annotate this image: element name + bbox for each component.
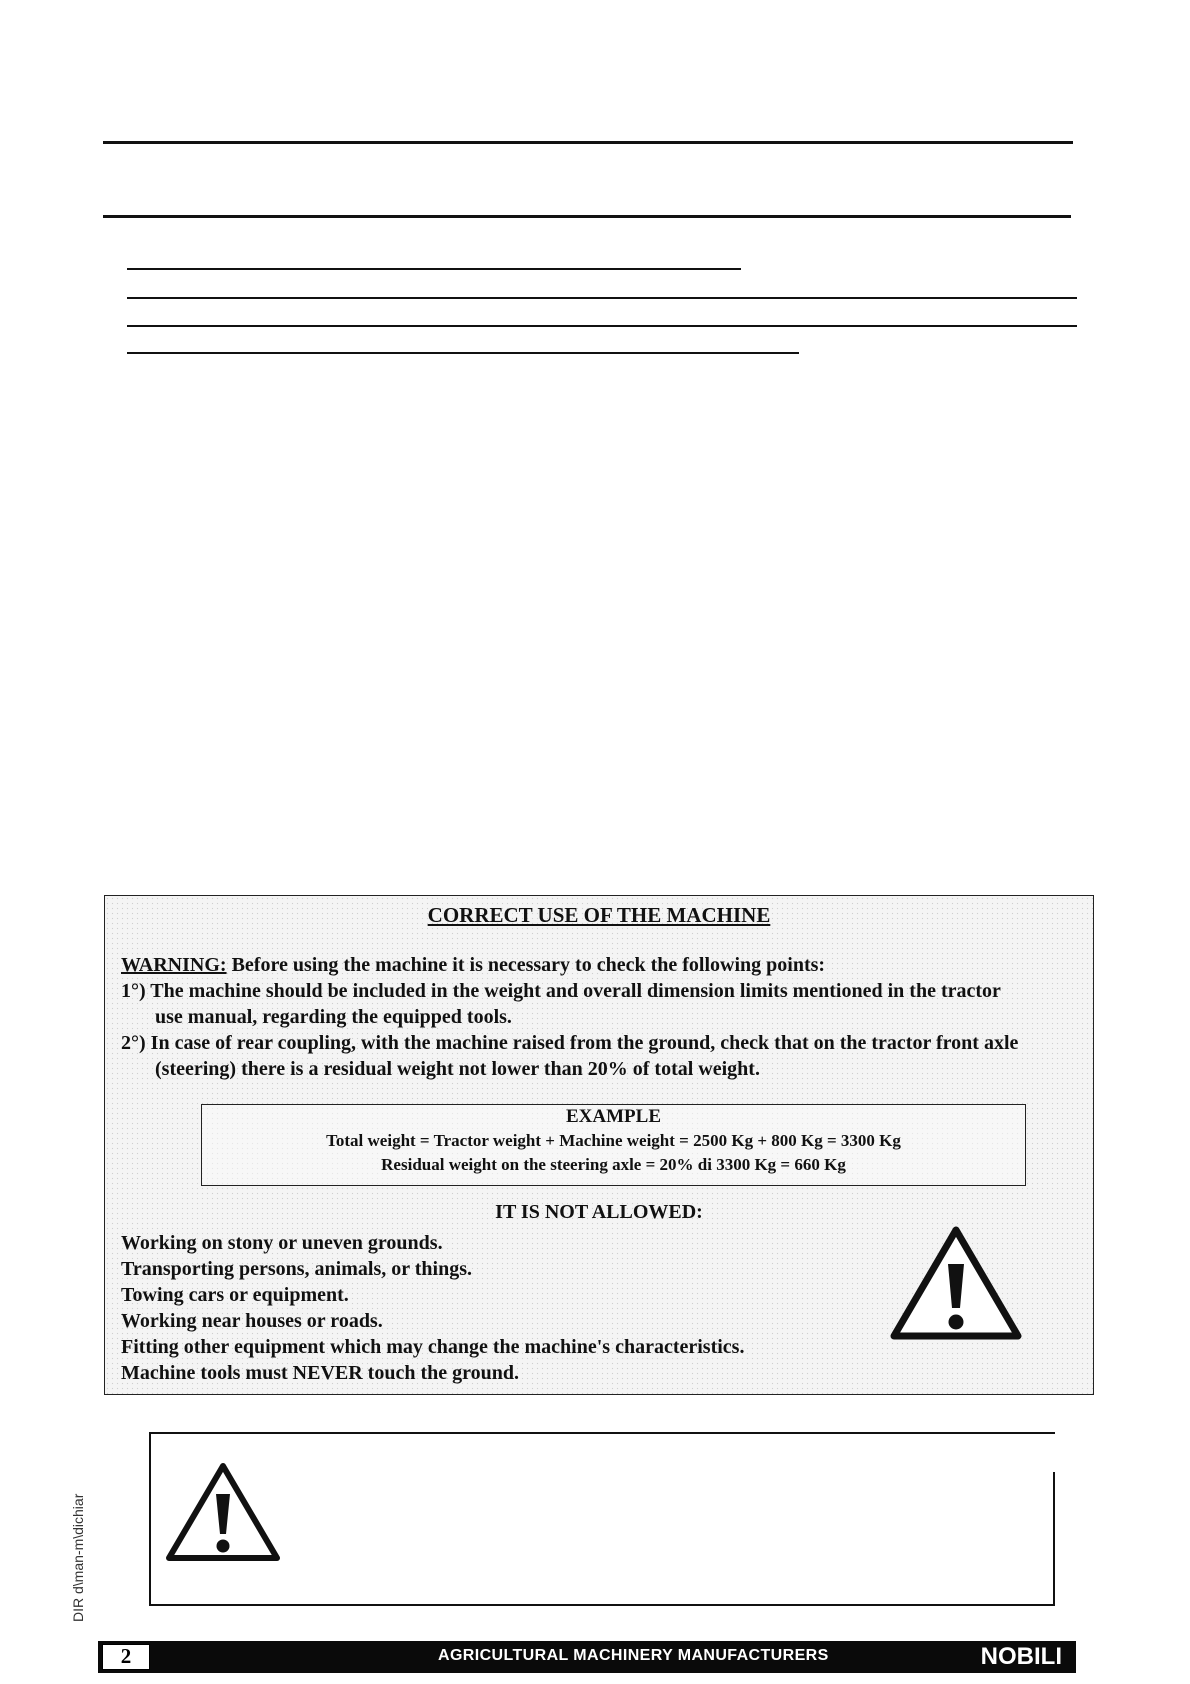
top-rule-2: [103, 215, 1071, 218]
warning-triangle-icon: [163, 1460, 283, 1566]
side-margin-text: DIR d\man-m\dichiar: [70, 1493, 86, 1622]
point-1-line-2: use manual, regarding the equipped tools.: [155, 1006, 512, 1028]
example-box: [201, 1104, 1026, 1186]
list-item: Towing cars or equipment.: [121, 1284, 349, 1306]
warning-text: Before using the machine it is necessary to check the following points:: [226, 954, 826, 976]
page-number: 2: [102, 1644, 150, 1670]
list-item: Working near houses or roads.: [121, 1310, 383, 1332]
point-1-line-1: 1°) The machine should be included in the weight and overall dimension limits mentioned in the tractor: [121, 980, 1001, 1002]
box-right-border: [1053, 1472, 1055, 1606]
list-item: Working on stony or uneven grounds.: [121, 1232, 443, 1254]
example-line-2: Residual weight on the steering axle = 20% di 3300 Kg = 660 Kg: [381, 1155, 846, 1174]
point-2-line-2: (steering) there is a residual weight not lower than 20% of total weight.: [155, 1058, 760, 1080]
warning-label: WARNING:: [121, 954, 227, 976]
rule-line-1: [127, 268, 741, 270]
footer-bar: [98, 1641, 1076, 1673]
box-top-border: [149, 1432, 1055, 1434]
rule-line-4: [127, 352, 799, 354]
correct-use-title: CORRECT USE OF THE MACHINE: [427, 903, 771, 927]
box-bottom-border: [149, 1604, 1055, 1606]
list-item: Transporting persons, animals, or things.: [121, 1258, 472, 1280]
list-item: Machine tools must NEVER touch the ground.: [121, 1362, 519, 1384]
point-2-line-1: 2°) In case of rear coupling, with the machine raised from the ground, check that on the tractor front axle: [121, 1032, 1019, 1054]
rule-line-2: [127, 297, 1077, 299]
example-title: EXAMPLE: [566, 1106, 661, 1127]
nobili-logo: NOBILI: [980, 1643, 1062, 1670]
not-allowed-list: [121, 1230, 744, 1386]
box-left-border: [149, 1432, 151, 1606]
correct-use-box: [104, 895, 1094, 1395]
warning-paragraph: [121, 952, 825, 978]
warning-triangle-icon: [888, 1224, 1024, 1344]
example-line-1: Total weight = Tractor weight + Machine weight = 2500 Kg + 800 Kg = 3300 Kg: [326, 1131, 901, 1150]
not-allowed-title: IT IS NOT ALLOWED:: [495, 1201, 703, 1223]
list-item: Fitting other equipment which may change the machine's characteristics.: [121, 1336, 745, 1358]
top-rule-1: [103, 141, 1073, 144]
safety-note-box: [149, 1432, 1055, 1606]
rule-line-3: [127, 325, 1077, 327]
footer-text: AGRICULTURAL MACHINERY MANUFACTURERS: [438, 1647, 829, 1664]
